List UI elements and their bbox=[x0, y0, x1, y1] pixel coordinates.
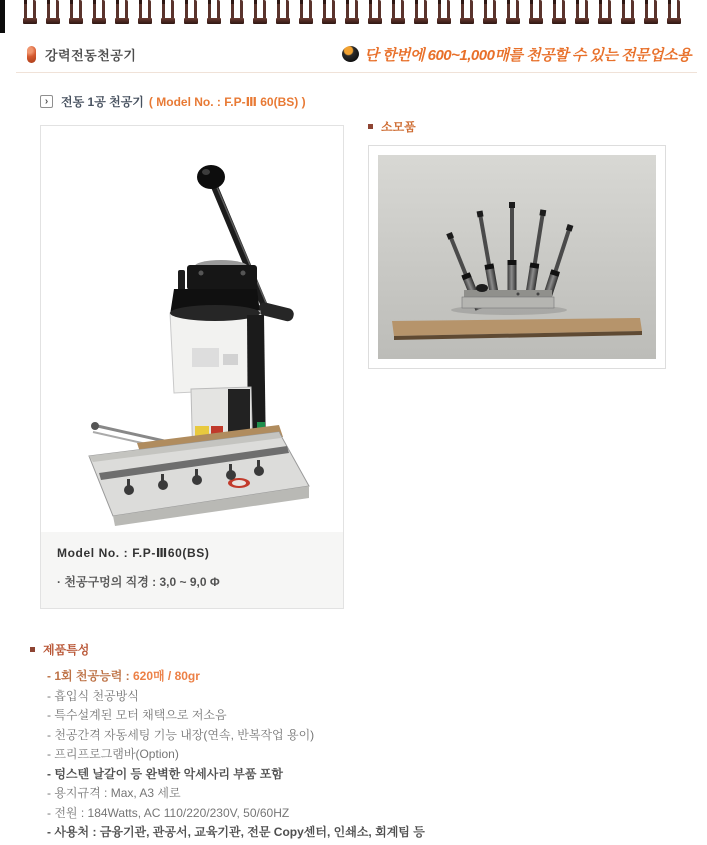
features-title: 제품특성 bbox=[43, 643, 90, 657]
capsule-bullet-icon bbox=[27, 46, 36, 63]
section-title-text: 전동 1공 천공기 bbox=[61, 95, 144, 109]
spiral-ring-icon bbox=[645, 0, 657, 23]
feature-text: - 사용처 : 금융기관, 관공서, 교육기관, 전문 Copy센터, 인쇄소, 회계팀 등 bbox=[47, 825, 425, 839]
consumables-photo bbox=[368, 145, 666, 369]
feature-text: - 텅스텐 날갈이 등 완벽한 악세사리 부품 포함 bbox=[47, 766, 283, 781]
arrow-box-icon: › bbox=[40, 95, 53, 108]
feature-item bbox=[47, 745, 683, 765]
product-caption bbox=[41, 532, 343, 608]
drill-bits-illustration bbox=[378, 155, 656, 359]
spiral-ring-icon bbox=[553, 0, 565, 23]
header-divider bbox=[16, 72, 697, 73]
spiral-ring-icon bbox=[622, 0, 634, 23]
feature-text: - 특수설계된 모터 채택으로 저소음 bbox=[47, 708, 227, 722]
spiral-ring-icon bbox=[231, 0, 243, 23]
drill-machine-illustration bbox=[41, 126, 343, 532]
spiral-binding bbox=[0, 0, 707, 34]
spiral-ring-icon bbox=[208, 0, 220, 23]
spiral-ring-icon bbox=[530, 0, 542, 23]
bomb-icon bbox=[342, 46, 359, 62]
page-header bbox=[27, 42, 691, 66]
feature-text: - 흡입식 천공방식 bbox=[47, 688, 139, 703]
spiral-ring-icon bbox=[116, 0, 128, 23]
consumables-label-row bbox=[368, 118, 666, 135]
feature-item bbox=[47, 687, 683, 707]
features-section bbox=[30, 641, 683, 843]
consumables-section bbox=[368, 118, 666, 369]
feature-value: 620매 / 80gr bbox=[132, 669, 200, 683]
spiral-ring-icon bbox=[484, 0, 496, 23]
tagline-text: 단 한번에 600~1,000매를 천공할 수 있는 전문업소용 bbox=[364, 46, 691, 64]
spiral-ring-icon bbox=[415, 0, 427, 23]
tagline bbox=[342, 44, 691, 65]
spiral-ring-icon bbox=[323, 0, 335, 23]
page-title: 강력전동천공기 bbox=[45, 47, 137, 63]
spiral-ring-icon bbox=[139, 0, 151, 23]
spiral-ring-icon bbox=[162, 0, 174, 23]
spiral-ring-icon bbox=[438, 0, 450, 23]
feature-text: - 전원 : 184Watts, AC 110/220/230V, 50/60HZ bbox=[47, 805, 290, 820]
spiral-ring-icon bbox=[93, 0, 105, 23]
feature-list bbox=[30, 667, 683, 843]
product-model-number: Model No. : F.P-Ⅲ60(BS) bbox=[57, 546, 210, 560]
feature-item bbox=[47, 804, 683, 824]
spiral-ring-icon bbox=[599, 0, 611, 23]
feature-text: - 1회 천공능력 : bbox=[47, 669, 133, 683]
consumables-label: 소모품 bbox=[381, 120, 416, 134]
spiral-ring-icon bbox=[185, 0, 197, 23]
feature-text: - 프리프로그램바(Option) bbox=[47, 747, 179, 761]
spiral-ring-icon bbox=[24, 0, 36, 23]
spiral-ring-icon bbox=[277, 0, 289, 23]
spiral-ring-icon bbox=[346, 0, 358, 23]
spiral-ring-icon bbox=[300, 0, 312, 23]
product-photo bbox=[41, 126, 343, 532]
feature-item bbox=[47, 823, 683, 843]
spiral-ring-icon bbox=[461, 0, 473, 23]
square-bullet-icon bbox=[30, 647, 35, 652]
section-title bbox=[40, 93, 306, 110]
feature-text: - 용지규격 : Max, A3 세로 bbox=[47, 786, 181, 800]
square-bullet-icon bbox=[368, 124, 373, 129]
feature-item bbox=[47, 667, 683, 687]
spiral-ring-icon bbox=[47, 0, 59, 23]
product-hole-diameter: · 천공구멍의 직경 : 3,0 ~ 9,0 Φ bbox=[57, 575, 220, 589]
feature-item bbox=[47, 765, 683, 785]
feature-text: - 천공간격 자동세팅 기능 내장(연속, 반복작업 용이) bbox=[47, 727, 315, 742]
spiral-ring-icon bbox=[70, 0, 82, 23]
product-photo-card bbox=[40, 125, 344, 609]
feature-item bbox=[47, 784, 683, 804]
spiral-ring-icon bbox=[369, 0, 381, 23]
spiral-ring-icon bbox=[507, 0, 519, 23]
spiral-ring-icon bbox=[668, 0, 680, 23]
features-label-row bbox=[30, 641, 683, 658]
spiral-ring-icon bbox=[392, 0, 404, 23]
spiral-ring-icon bbox=[254, 0, 266, 23]
section-model-number: ( Model No. : F.P-Ⅲ 60(BS) ) bbox=[148, 94, 306, 109]
page-edge-shadow bbox=[0, 0, 5, 33]
spiral-ring-icon bbox=[576, 0, 588, 23]
feature-item bbox=[47, 706, 683, 726]
feature-item bbox=[47, 726, 683, 746]
